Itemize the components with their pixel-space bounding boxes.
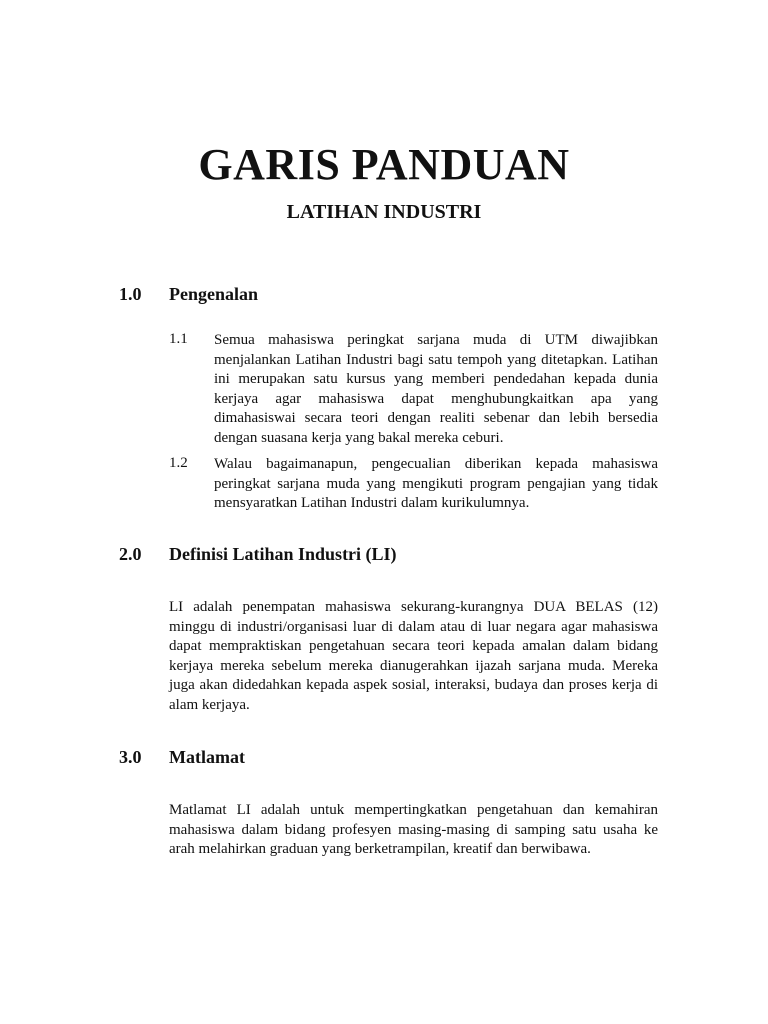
item-text: Walau bagaimanapun, pengecualian diberikan kepada mahasiswa peringkat sarjana muda yang mengikuti program pengajian yang tidak mensyaratkan Latihan Industri dalam kurikulumnya. (214, 456, 658, 512)
section-number: 2.0 (119, 544, 142, 564)
section-number: 3.0 (119, 747, 142, 767)
section-heading: Definisi Latihan Industri (LI) (169, 544, 397, 564)
item-number: 1.1 (169, 331, 188, 347)
section-number: 1.0 (119, 284, 142, 304)
item-number: 1.2 (169, 455, 188, 471)
item-text: Semua mahasiswa peringkat sarjana muda di UTM diwajibkan menjalankan Latihan Industri bagi satu tempoh yang ditetapkan. Latihan ini merupakan satu kursus yang memberi pendedahan kepada dunia kerjaya agar mahasiswa dapat menghubungkaitkan apa yang dimahasiswai secara teori dengan realiti sebenar dan lebih bersedia dengan suasana kerja yang bakal mereka ceburi. (214, 332, 658, 446)
section-heading: Pengenalan (169, 284, 259, 304)
document-subtitle: LATIHAN INDUSTRI (286, 201, 482, 223)
document-title: GARIS PANDUAN (198, 140, 570, 189)
section-paragraph: Matlamat LI adalah untuk mempertingkatkan pengetahuan dan kemahiran mahasiswa dalam bidang profesyen masing-masing di samping satu usaha ke arah melahirkan graduan yang berketrampilan, kreatif dan berwibawa. (169, 802, 658, 858)
section-paragraph: LI adalah penempatan mahasiswa sekurang-kurangnya DUA BELAS (12) minggu di industri/organisasi luar di dalam atau di luar negara agar mahasiswa dapat mempraktiskan pengetahuan secara teori kepada amalan dalam bidang kerjaya mereka sebelum mereka dianugerahkan ijazah sarjana muda. Mereka juga akan didedahkan kepada aspek sosial, interaksi, budaya dan proses kerja di alam kerjaya. (169, 599, 658, 713)
section-heading: Matlamat (169, 747, 245, 767)
